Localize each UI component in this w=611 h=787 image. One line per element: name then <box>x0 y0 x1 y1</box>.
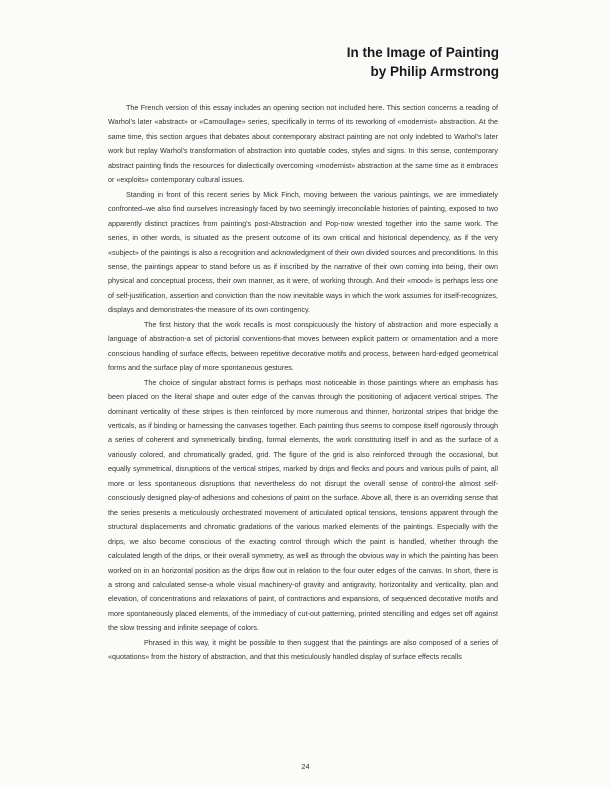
article-header <box>347 43 499 81</box>
paragraph: The choice of singular abstract forms is perhaps most noticeable in those paintings where an emphasis has been placed on the literal shape and outer edge of the canvas through the positioning of adjacent vertical stripes. The dominant verticality of these stripes is then reinforced by more numerous and thinner, horizontal stripes that bridge the verticals, as if binding or harnessing the canvases together. Each painting thus seems to compose itself rigorously through a series of coherent and symmetrically binding, formal elements, the work constituting itself in and as the surface of a variously colored, and chromatically graded, grid. The figure of the grid is also reinforced through the occasional, but equally symmetrical, disruptions of the vertical stripes, marked by drips and flecks and pours and various pulls of paint, all more or less spontaneous disruptions that nevertheless do not disrupt the overall sense of control-the almost self-consciously designed play-of adhesions and cohesions of paint on the surface. Above all, there is an overriding sense that the series presents a meticulously orchestrated movement of articulated optical tensions, tensions apparent through the structural displacements and chromatic gradations of the various marked elements of the paintings. Especially with the drips, we also become conscious of the exacting control through which the paint is handled, whether through the calculated length of the drips, or their overall symmetry, as well as through the obvious way in which the painting has been worked on in an horizontal position as the drips flow out in relation to the four outer edges of the canvas. In short, there is a strong and calculated sense-a whole visual machinery-of gravity and antigravity, horizontality and verticality, plan and elevation, of concentrations and relaxations of paint, of contractions and expansions, of sequenced decorative motifs and more spontaneously placed elements, of the immediacy of cut-out patterning, printed stencilling and edges set off against the slow tressing and infinite seepage of colors. <box>108 377 498 633</box>
paragraph: Phrased in this way, it might be possible to then suggest that the paintings are also composed of a series of «quotations» from the history of abstraction, and that this meticulously handled display of surface effects recalls <box>108 637 498 662</box>
article-author: by Philip Armstrong <box>370 64 499 79</box>
paragraph: The first history that the work recalls is most conspicuously the history of abstraction and more especially a language of abstraction-a set of pictorial conventions-that moves between explicit pattern or ornamentation and a more conscious handling of surface effects, between repetitive decorative motifs and process, between hard-edged geometrical forms and the surface play of more spontaneous gestures. <box>108 319 498 373</box>
page-number: 24 <box>301 762 310 771</box>
paragraph: Standing in front of this recent series by Mick Finch, moving between the various paintings, we are immediately confronted–we also find ourselves increasingly faced by two seemingly irreconcilable histories of painting, exposed to two apparently distinct practices from painting's post-Abstraction and Pop-now wrested together into the same work. The series, in other words, is situated as the present outcome of its own critical and historical dependency, as if the very «subject» of the paintings is also a recognition and acknowledgment of their own divided sources and preconditions. In this sense, the paintings appear to stand before us as if inscribed by the narrative of their own coming into being, their own physical and conceptual process, their own manner, as it were, of working through. And their «mood» is perhaps less one of self-justification, assertion and conviction than the now inevitable ways in which the work assumes for itself-recognizes, displays and demonstrates-the measure of its own contingency. <box>108 189 498 315</box>
article-title: In the Image of Painting <box>346 45 499 60</box>
paragraph-intro: The French version of this essay includes an opening section not included here. This section concerns a reading of Warhol's later «abstract» or «Camoullage» series, specifically in terms of its reworking of «modernist» abstraction. At the same time, this section argues that debates about contemporary abstract painting are not only indebted to Warhol's later work but replay Warhol's transformation of abstraction into quotable codes, styles and signs. In this sense, contemporary abstract painting finds the resources for dialectically overcoming «modernist» abstraction at the same time as it embraces or «exploits» contemporary cultural issues. <box>108 103 498 185</box>
article-body <box>108 101 498 665</box>
